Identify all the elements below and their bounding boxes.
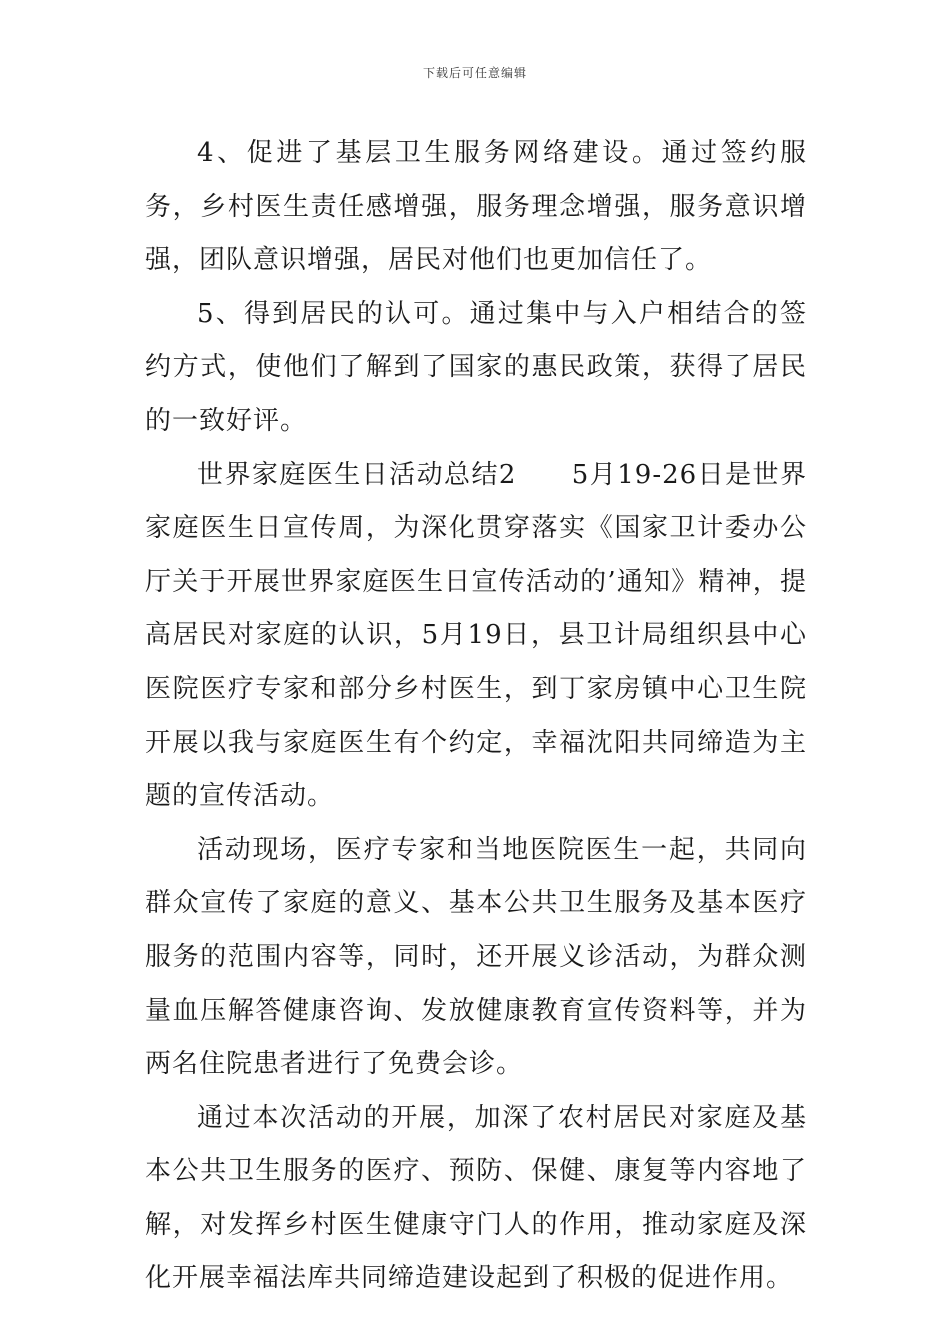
paragraph-item-5: 5、得到居民的认可。通过集中与入户相结合的签约方式，使他们了解到了国家的惠民政策，获得了居民的一致好评。 [145,298,807,436]
document-body [145,127,807,1306]
paragraph-conclusion: 通过本次活动的开展，加深了农村居民对家庭及基本公共卫生服务的医疗、预防、保健、康复等内容地了解，对发挥乡村医生健康守门人的作用，推动家庭及深化开展幸福法库共同缔造建设起到了积极的促进作用。 [145,1102,807,1294]
paragraph-summary-2-intro: 世界家庭医生日活动总结2 5月19-26日是世界家庭医生日宣传周，为深化贯穿落实《国家卫计委办公厅关于开展世界家庭医生日宣传活动的’通知》精神，提高居民对家庭的认识，5月19日，县卫计局组织县中心医院医疗专家和部分乡村医生，到丁家房镇中心卫生院开展以我与家庭医生有个约定，幸福沈阳共同缔造为主题的宣传活动。 [145,459,807,812]
page-header: 下载后可任意编辑 [422,66,527,80]
paragraph-activity-scene: 活动现场，医疗专家和当地医院医生一起，共同向群众宣传了家庭的意义、基本公共卫生服务及基本医疗服务的范围内容等，同时，还开展义诊活动，为群众测量血压解答健康咨询、发放健康教育宣传资料等，并为两名住院患者进行了免费会诊。 [145,834,807,1080]
paragraph-item-4: 4、促进了基层卫生服务网络建设。通过签约服务，乡村医生责任感增强，服务理念增强，服务意识增强，团队意识增强，居民对他们也更加信任了。 [145,138,807,276]
